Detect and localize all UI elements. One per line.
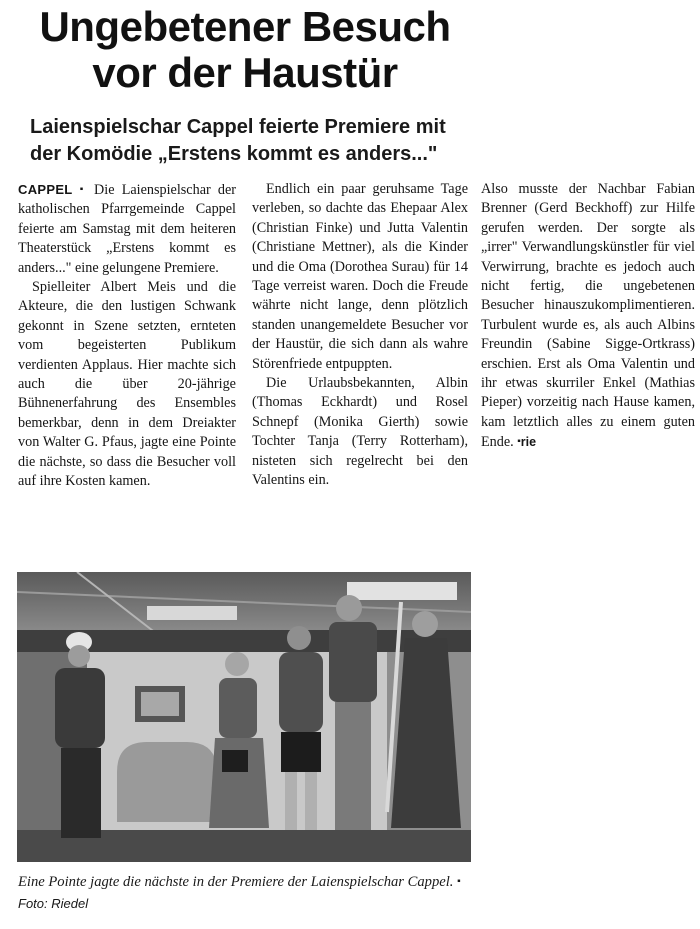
subheadline (30, 114, 490, 168)
subheadline-line-1: Laienspielschar Cappel feierte Premiere mit (30, 116, 446, 138)
dateline: CAPPEL (18, 182, 73, 197)
dateline-marker: ▪ (79, 184, 87, 195)
subheadline-line-2: der Komödie „Erstens kommt es anders..." (30, 143, 438, 165)
paragraph (252, 180, 468, 374)
paragraph-text: Endlich ein paar geruhsame Tage verleben, so dachte das Ehepaar Alex (Christian Finke) und Jutta Valentin (Christiane Mettner), als die Kinder und die Oma (Dorothea Surau) für 14 Tage verreist waren. Doch die Freude währte nicht lange, denn plötzlich standen unangemeldete Besucher vor der Haustür, die sich dann als wahre Störenfriede entpuppten. (252, 181, 468, 372)
paragraph-text: Spielleiter Albert Meis und die Akteure, die den lustigen Schwank gekonnt in Szene setzten, ernteten vom begeisterten Publikum verdienten Applaus. Hier machte sich auch die über 20-jährige Bühnenerfahrung des Ensembles bemerkbar, denn in dem Dreiakter von Walter G. Pfaus, jagte eine Pointe die nächste, so dass die Besucher voll auf ihre Kosten kamen. (18, 279, 236, 490)
stage-photo (17, 572, 471, 862)
author-marker: ▪ (517, 436, 521, 448)
caption-text: Eine Pointe jagte die nächste in der Premiere der Laienspielschar Cappel. (18, 874, 454, 890)
photo-credit: Foto: Riedel (18, 896, 89, 911)
article-column-3 (481, 180, 695, 453)
paragraph (18, 278, 236, 491)
headline (0, 4, 490, 96)
article-column-2 (252, 180, 468, 491)
headline-line-1: Ungebetener Besuch (39, 3, 451, 50)
paragraph (252, 374, 468, 490)
paragraph (18, 180, 236, 278)
caption-marker: ▪ (457, 876, 461, 887)
paragraph-text: Also musste der Nachbar Fabian Brenner (Gerd Beckhoff) zur Hilfe gerufen werden. Der sorgte als „irrer" Verwandlungskünstler für viel Verwirrung, brachte es jedoch auch nicht fertig, die ungebetenen Besucher hinauszukomplimentieren. Turbulent wurde es, als auch Albins Freundin (Sabine Sigge-Ortkrass) erschien. Erst als Oma Valentin und ihr etwas skurriler Enkel (Mathias Pieper) vorzeitig nach Hause kamen, kam letztlich alles zu einem guten Ende. (481, 181, 695, 451)
author-initials: rie (520, 435, 537, 450)
stage-photo-image (17, 572, 471, 862)
headline-line-2: vor der Haustür (92, 49, 398, 96)
article-column-1 (18, 180, 236, 492)
paragraph-text: Die Laienspielschar der katholischen Pfarrgemeinde Cappel feierte am Samstag mit dem heiteren Theaterstück „Erstens kommt es anders..." eine gelungene Premiere. (18, 182, 237, 276)
paragraph (481, 180, 695, 453)
paragraph-text: Die Urlaubsbekannten, Albin (Thomas Eckhardt) und Rosel Schnepf (Monika Gierth) sowie Tochter Tanja (Terry Rotterham), nisteten sich regelrecht bei den Valentins ein. (252, 375, 468, 489)
photo-caption (18, 871, 473, 915)
